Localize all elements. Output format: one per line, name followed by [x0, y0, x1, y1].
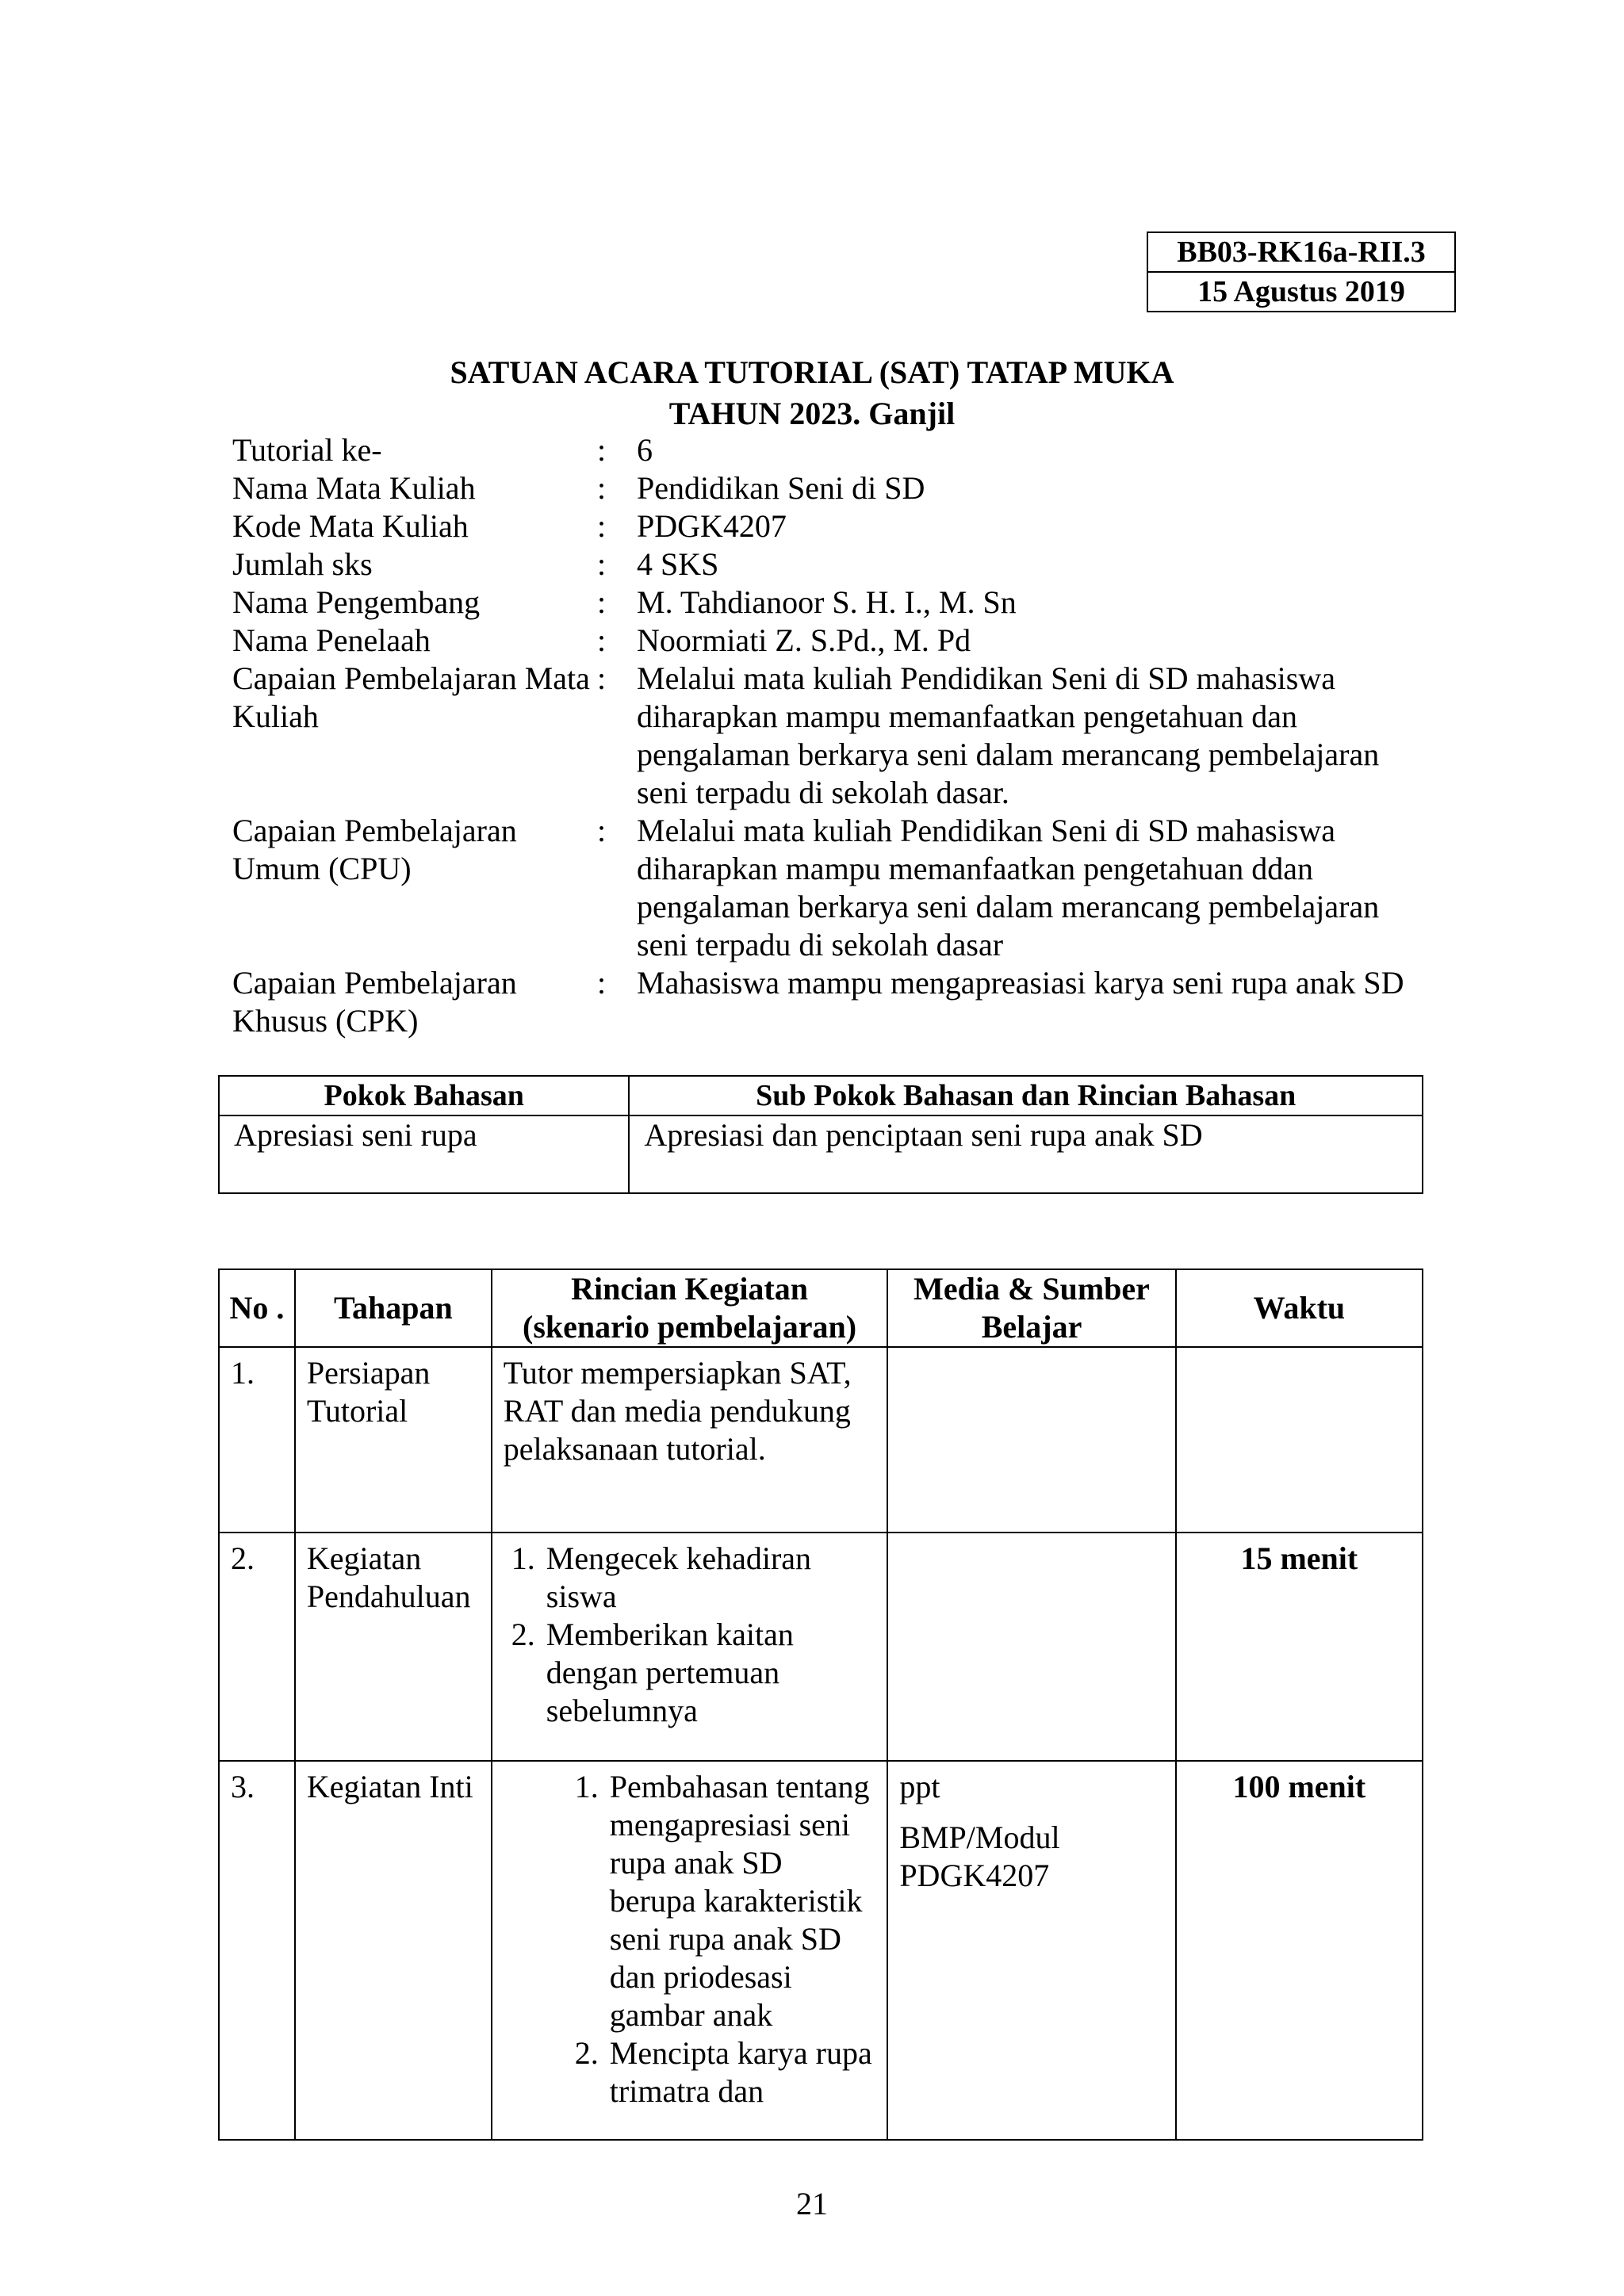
document-code: BB03-RK16a-RII.3 [1147, 232, 1455, 272]
info-label: Tutorial ke- [232, 432, 382, 468]
info-colon: : [597, 508, 607, 544]
table-header-row [219, 1076, 1423, 1115]
media-item: BMP/Modul PDGK4207 [899, 1820, 1060, 1893]
row-waktu: 15 menit [1176, 1533, 1423, 1761]
info-label: Nama Pengembang [232, 584, 481, 620]
row-rincian: Tutor mempersiapkan SAT, RAT dan media pendukung pelaksanaan tutorial. [492, 1347, 888, 1533]
row-media [887, 1533, 1175, 1761]
table-header-row [219, 1269, 1423, 1347]
column-header-rincian [492, 1269, 888, 1347]
info-value: Melalui mata kuliah Pendidikan Seni di SD mahasiswa diharapkan mampu memanfaatkan pengetahuan ddan pengalaman berkarya seni dalam merancang pembelajaran seni terpadu di sekolah dasar [637, 813, 1380, 962]
info-colon: : [597, 546, 607, 582]
table-row [219, 1115, 1423, 1193]
list-item: 2. Mencipta karya rupa trimatra dan [607, 2034, 876, 2110]
info-colon: : [597, 432, 607, 468]
table-row [219, 1347, 1423, 1533]
info-colon: : [597, 584, 607, 620]
rincian-header-line2: (skenario pembelajaran) [523, 1309, 857, 1345]
list-item: 2. Memberikan kaitan dengan pertemuan sebelumnya [543, 1616, 876, 1730]
info-row-general-outcome [232, 812, 1422, 964]
table-cell: Apresiasi dan penciptaan seni rupa anak SD [629, 1115, 1423, 1193]
table-cell: Apresiasi seni rupa [219, 1115, 629, 1193]
info-label: Capaian Pembelajaran Umum (CPU) [232, 813, 517, 886]
rincian-header-line1: Rincian Kegiatan [571, 1271, 808, 1307]
page-number: 21 [796, 2186, 828, 2221]
row-waktu [1176, 1347, 1423, 1533]
info-label: Kode Mata Kuliah [232, 508, 469, 544]
info-row-reviewer [232, 622, 1422, 660]
list-item: 1. Pembahasan tentang mengapresiasi seni rupa anak SD berupa karakteristik seni rupa anak SD dan priodesasi gambar anak [607, 1768, 876, 2034]
activity-table [218, 1269, 1423, 2141]
course-info [232, 431, 1422, 1040]
row-rincian [492, 1533, 888, 1761]
info-value: Noormiati Z. S.Pd., M. Pd [637, 622, 971, 658]
info-value: PDGK4207 [637, 508, 787, 544]
document-date: 15 Agustus 2019 [1147, 272, 1455, 312]
row-tahapan: Kegiatan Inti [295, 1761, 492, 2140]
row-waktu: 100 menit [1176, 1761, 1423, 2140]
document-title: SATUAN ACARA TUTORIAL (SAT) TATAP MUKA [450, 354, 1174, 390]
info-row-developer [232, 584, 1422, 622]
info-colon: : [597, 660, 607, 696]
column-header: Sub Pokok Bahasan dan Rincian Bahasan [629, 1076, 1423, 1115]
info-colon: : [597, 813, 607, 848]
info-value: Mahasiswa mampu mengapreasiasi karya seni rupa anak SD [637, 965, 1404, 1001]
table-row [219, 1533, 1423, 1761]
info-label: Jumlah sks [232, 546, 373, 582]
column-header-no: No . [219, 1269, 295, 1347]
info-value: Pendidikan Seni di SD [637, 470, 925, 506]
topic-table [218, 1075, 1423, 1194]
media-item: ppt [899, 1769, 940, 1804]
info-row-specific-outcome [232, 964, 1422, 1040]
info-label: Nama Mata Kuliah [232, 470, 476, 506]
info-value: M. Tahdianoor S. H. I., M. Sn [637, 584, 1017, 620]
row-media [887, 1347, 1175, 1533]
info-label: Nama Penelaah [232, 622, 431, 658]
document-code-box [1147, 232, 1456, 312]
row-media [887, 1761, 1175, 2140]
row-number: 2. [219, 1533, 295, 1761]
row-number: 3. [219, 1761, 295, 2140]
column-header-waktu: Waktu [1176, 1269, 1423, 1347]
info-row-course-outcome [232, 660, 1422, 812]
info-value: 4 SKS [637, 546, 719, 582]
column-header-tahapan: Tahapan [295, 1269, 492, 1347]
info-colon: : [597, 965, 607, 1001]
info-value: 6 [637, 432, 653, 468]
info-colon: : [597, 470, 607, 506]
document-subtitle: TAHUN 2023. Ganjil [668, 396, 956, 431]
column-header: Pokok Bahasan [219, 1076, 629, 1115]
info-row-credits [232, 545, 1422, 584]
info-row-tutorial [232, 431, 1422, 469]
info-colon: : [597, 622, 607, 658]
info-value: Melalui mata kuliah Pendidikan Seni di SD mahasiswa diharapkan mampu memanfaatkan pengetahuan dan pengalaman berkarya seni dalam merancang pembelajaran seni terpadu di sekolah dasar. [637, 660, 1380, 810]
row-tahapan: Kegiatan Pendahuluan [295, 1533, 492, 1761]
table-row [219, 1761, 1423, 2140]
row-rincian [492, 1761, 888, 2140]
info-label: Capaian Pembelajaran Khusus (CPK) [232, 965, 517, 1039]
row-tahapan: Persiapan Tutorial [295, 1347, 492, 1533]
info-row-course-code [232, 507, 1422, 545]
info-label: Capaian Pembelajaran Mata Kuliah [232, 660, 590, 734]
column-header-media: Media & Sumber Belajar [887, 1269, 1175, 1347]
info-row-course-name [232, 469, 1422, 507]
list-item: 1. Mengecek kehadiran siswa [543, 1540, 876, 1616]
row-number: 1. [219, 1347, 295, 1533]
